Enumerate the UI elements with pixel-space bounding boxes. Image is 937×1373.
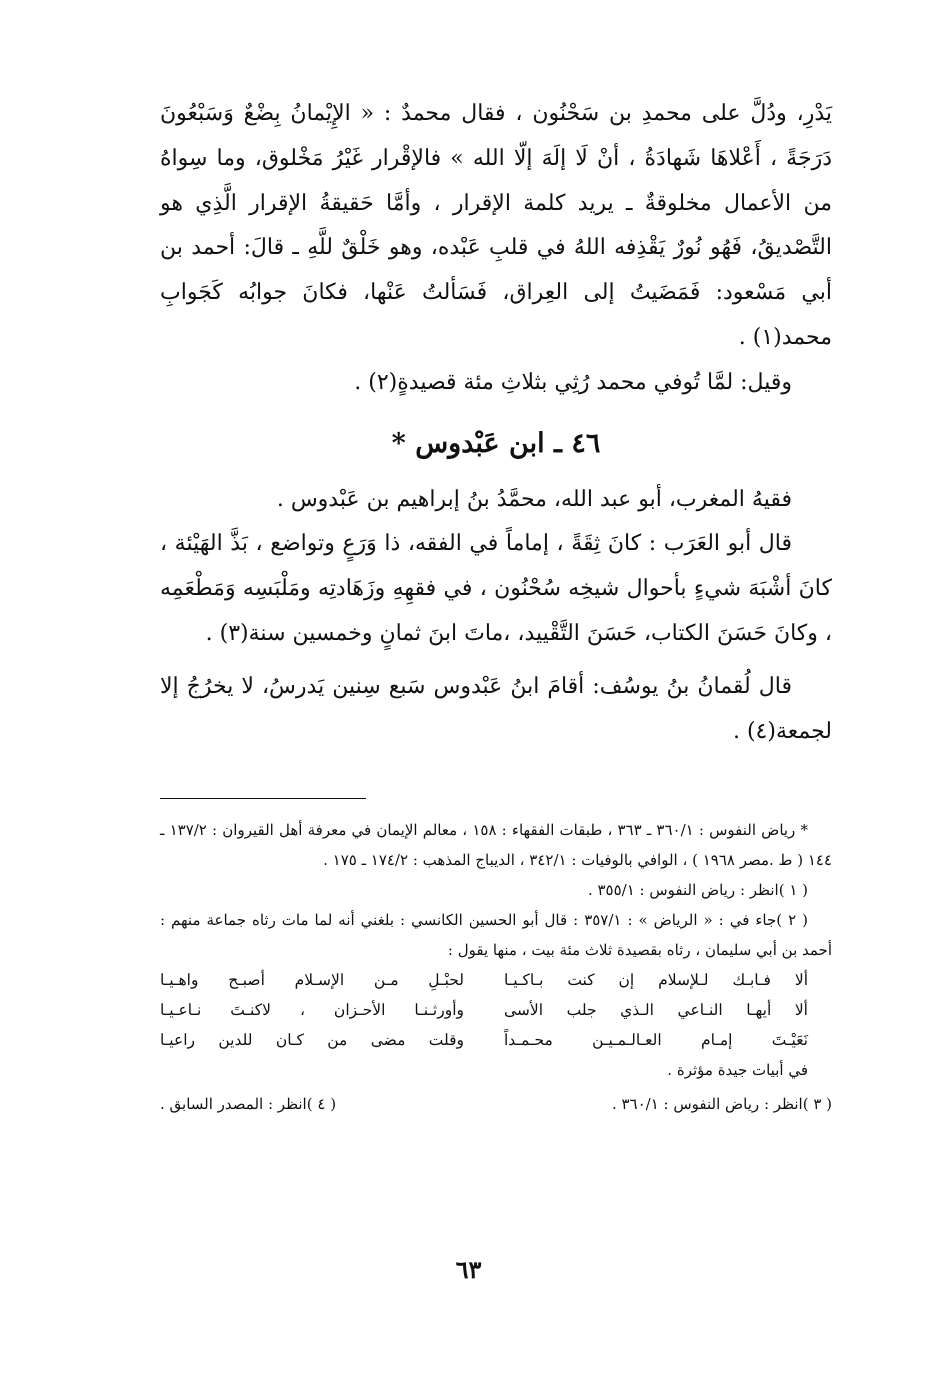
page-number: ٦٣: [455, 1255, 482, 1284]
section-heading: ٤٦ ـ ابن عَبْدوس *: [391, 427, 601, 459]
footnote-4: ( ٤ )انظر : المصدر السابق .: [160, 1095, 337, 1114]
main-text: [160, 92, 832, 754]
verses-tail: في أبيات جيدة مؤثرة .: [667, 1061, 808, 1080]
footnotes-3-4-row: [160, 1089, 832, 1119]
verse-second-hemistich: وأورثـنـا الأحـزان ، لاكنـتَ نـاعـيـا: [160, 1001, 464, 1020]
verse-first-hemistich: نَعَيْـتَ إمـام العـالـمـيـن محـمـداً: [504, 1031, 808, 1050]
footnote-2: ( ٢ )جاء في : « الرياض » : ٣٥٧/١ : قال أبو الحسين الكانسي : بلغني أنه لما مات رثاه جماعة منهم : أحمد بن أبي سليمان ، رثاه بقصيدة ثلاث مئة بيت ، منها يقول :: [160, 911, 832, 960]
page-body: [160, 92, 832, 1119]
verse-second-hemistich: وقلت مضى من كـان للدين راعيـا: [160, 1031, 464, 1050]
paragraph-luqman: قال لُقمانُ بنُ يوسُف: أقامَ ابنُ عَبْدوس سَبع سِنين يَدرسُ، لا يخرُجُ إلا لجمعة(٤) .: [160, 673, 832, 744]
footnote-sources: * رياض النفوس : ٣٦٠/١ ـ ٣٦٣ ، طبقات الفقهاء : ١٥٨ ، معالم الإيمان في معرفة أهل القيروان : ١٣٧/٢ ـ ١٤٤ ( ط .مصر ١٩٦٨ ) ، الوافي بالوفيات : ٣٤٢/١ ، الديباج المذهب : ١٧٤/٢ ـ ١٧٥ .: [160, 821, 832, 870]
paragraph-sahnun-iman: يَدْرِ، ودُلَّ على محمدِ بن سَحْنُون ، فقال محمدٌ : « الإِيْمانُ بِضْعٌ وَسَبْعُونَ دَرَجَةً ، أَعْلاهَا شَهادَةُ ، أنْ لَا إلَهَ إلّا الله » فالإقْرار غَيْرُ مَخْلوق، وما سِواهُ من الأعمال مخلوقةٌ ـ يريد كلمة الإقرار ، وأمَّا حَقيقةُ الإقرار الَّذِي هو التَّصْديقُ، فَهُو نُورٌ يَقْذِفه اللهُ في قلبِ عَبْده، وهو خَلْقٌ للَّهِ ـ قالَ: أحمد بن أبي مَسْعود: فَمَضَيتُ إلى العِراق، فَسَألتُ عَنْها، فكانَ جوابُه كَجَوابِ محمد(١) .: [160, 101, 832, 350]
footnote-1: ( ١ )انظر : رياض النفوس : ٣٥٥/١ .: [587, 881, 808, 900]
verse-second-hemistich: لحبْـلِ مـن الإسـلام أصبـح واهـيـا: [160, 971, 464, 990]
verse-first-hemistich: ألا أيهـا النـاعي الـذي جلب الأسى: [504, 1001, 808, 1020]
footnotes: [160, 815, 832, 1119]
verse-first-hemistich: ألا فـابـك لـلإسلام إن كنت بـاكـيـا: [504, 971, 808, 990]
paragraph-biography-name: فقيهُ المغرب، أبو عبد الله، محمَّدُ بنُ إبراهيم بن عَبْدوس .: [276, 486, 792, 512]
paragraph-rithaa: وقيل: لمَّا تُوفي محمد رُثِي بثلاثِ مئة قصيدةٍ(٢) .: [354, 369, 792, 395]
paragraph-abu-al-arab: قال أبو العَرَب : كانَ ثِقَةً ، إماماً في الفقه، ذا وَرَعٍ وتواضع ، بَذَّ الهَيْئة ، كانَ أشْبَهَ شيءٍ بأحوال شيخِه سُحْنُون ، في فقهِهِ وزَهَادتِه ومَلْبَسِه وَمَطْعَمِه ، وكانَ حَسَنَ الكتاب، حَسَنَ التَّقْييد، ،ماتَ ابنَ ثمانٍ وخمسين سنة(٣) .: [160, 531, 832, 646]
poem-verses: [160, 965, 808, 1055]
footnote-divider: [160, 798, 366, 799]
footnote-3: ( ٣ )انظر : رياض النفوس : ٣٦٠/١ .: [611, 1095, 832, 1114]
